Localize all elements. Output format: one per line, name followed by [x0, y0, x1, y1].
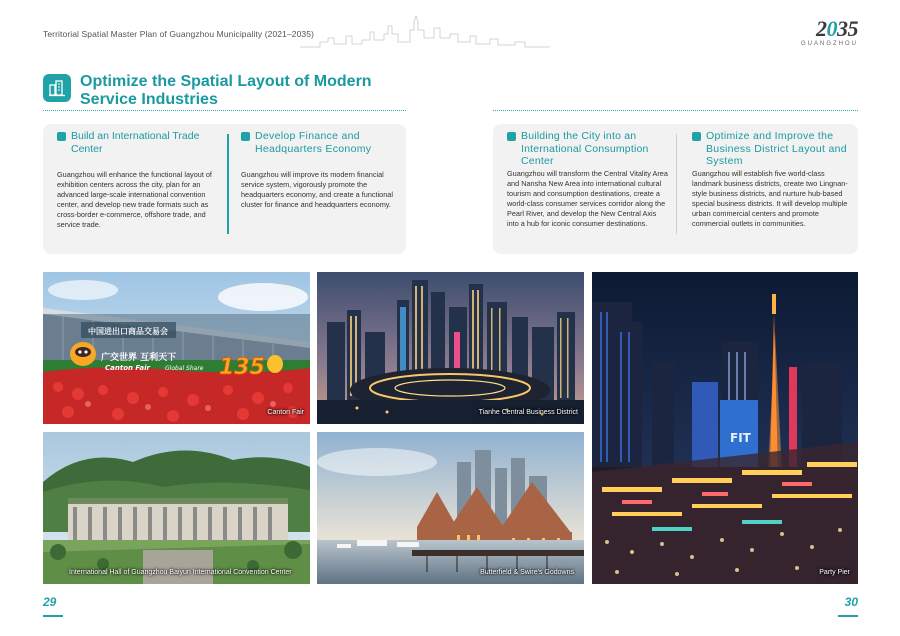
square-bullet-icon: [507, 132, 516, 141]
photo-caption: Butterfield & Swire's Godowns: [480, 569, 574, 576]
photo-canton-fair: [43, 272, 310, 424]
text-card-left: [43, 124, 406, 254]
buildings-icon: [43, 74, 71, 102]
column-business-district: [692, 130, 850, 229]
photo-caption: Canton Fair: [267, 409, 304, 416]
page-number-underline: [43, 615, 63, 617]
sign-canton-fair: Canton Fair: [105, 364, 150, 372]
photo-convention-center: [43, 432, 310, 584]
column-heading: [241, 130, 397, 155]
column-finance-headquarters: [241, 130, 397, 210]
column-heading-text: Optimize and Improve the Business District Layout and System: [706, 130, 847, 167]
sign-chinese-title: 中国进出口商品交易会: [88, 327, 168, 336]
skyline-decoration: [300, 14, 550, 48]
column-consumption-center: [507, 130, 669, 229]
photo-caption: International Hall of Guangzhou Baiyun International Convention Center: [69, 569, 292, 576]
divider-left: [43, 110, 406, 111]
logo-city: GUANGZHOU: [801, 41, 858, 47]
column-heading: [692, 130, 850, 168]
column-divider: [227, 134, 229, 234]
column-heading: [507, 130, 669, 168]
column-heading-text: Develop Finance and Headquarters Economy: [255, 130, 372, 155]
sign-global-share: Global Share: [165, 365, 204, 372]
column-divider: [676, 134, 677, 234]
section-title: Optimize the Spatial Layout of Modern Service Industries: [80, 73, 372, 108]
column-heading-text: Building the City into an International Consumption Center: [521, 130, 649, 167]
photo-caption: Tianhe Central Business District: [478, 409, 578, 416]
plan-2035-logo: [788, 18, 858, 52]
column-trade-center: [57, 130, 215, 230]
logo-year-right: 35: [837, 16, 858, 41]
photo-party-pier: [592, 272, 858, 584]
page-number-underline: [838, 615, 858, 617]
page-number-right: 30: [844, 595, 858, 609]
column-heading: [57, 130, 215, 155]
photo-swire-godowns: [317, 432, 584, 584]
column-body: Guangzhou will enhance the functional layout of exhibition centers across the city, plan for an advanced large-scale international convention center, and develop new trade formats such as cross-border e-commerce, offshore trade, and service trade.: [57, 170, 212, 229]
photo-tianhe-cbd: [317, 272, 584, 424]
square-bullet-icon: [57, 132, 66, 141]
sign-chinese-slogan: 广交世界 互利天下: [101, 353, 177, 363]
column-body: Guangzhou will establish five world-class landmark business districts, create two Lingnan-style business districts, and nurture hub-based special business districts. It will develop multiple urban commercial centers and promote commercial outlets in communities.: [692, 168, 848, 228]
photo-caption: Party Pier: [819, 569, 850, 576]
text-card-right: [493, 124, 858, 254]
column-heading-text: Build an International Trade Center: [71, 130, 200, 155]
logo-year-left: 2: [816, 16, 827, 41]
page-number-left: 29: [43, 595, 57, 609]
square-bullet-icon: [692, 132, 701, 141]
divider-right: [493, 110, 858, 111]
sign-135-badge: 135: [219, 355, 265, 380]
fit-sign: FIT: [730, 431, 751, 445]
logo-year-accent: 0: [826, 16, 837, 41]
square-bullet-icon: [241, 132, 250, 141]
document-title: Territorial Spatial Master Plan of Guangzhou Municipality (2021–2035): [43, 29, 315, 39]
column-body: Guangzhou will transform the Central Vitality Area and Nansha New Area into international cultural tourism and consumption destinations, create a world-class consumer services corridor along the Pearl River, and develop the New Central Axis into a hub for iconic consumer destinations.: [507, 168, 668, 228]
column-body: Guangzhou will improve its modern financial service system, vigorously promote the headquarters economy, and create a functional cluster for finance and headquarters economy.: [241, 170, 393, 209]
